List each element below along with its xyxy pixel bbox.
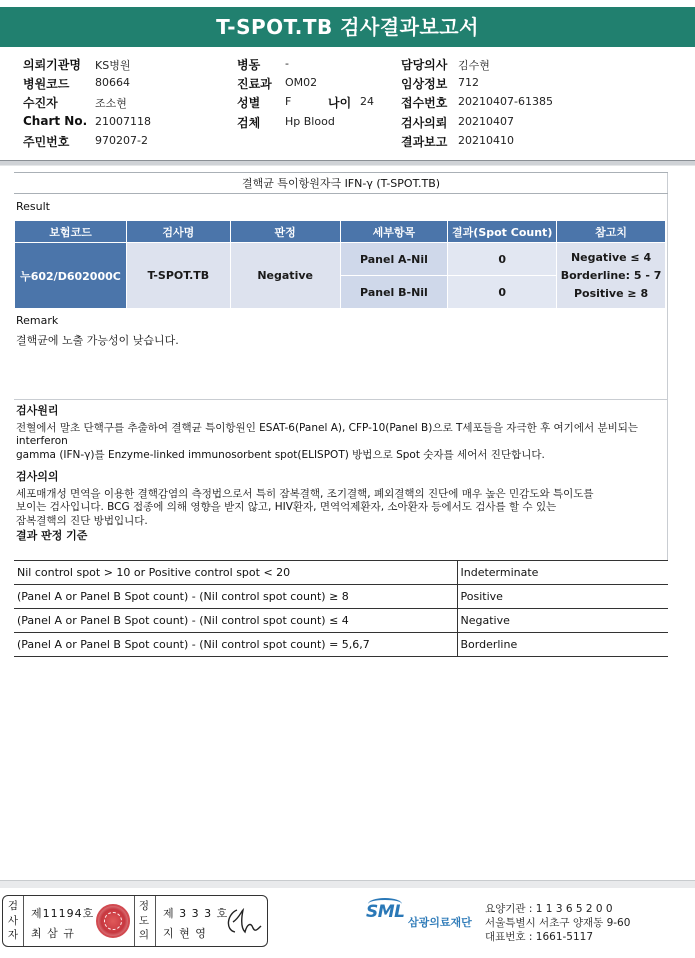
info-label: 임상정보: [401, 77, 448, 91]
vertical-char: 검: [7, 900, 19, 912]
info-value: 20210407-61385: [458, 95, 553, 108]
info-label: Chart No.: [23, 114, 88, 128]
vertical-char: 사: [7, 914, 19, 927]
criteria-result: Borderline: [457, 633, 668, 657]
insurance-code: 누602/D602000C: [15, 243, 127, 309]
confirmer-name: 지 현 영: [163, 927, 207, 940]
reference-line: Borderline: 5 - 7: [560, 268, 662, 282]
item-value: 0: [448, 243, 557, 276]
info-label: 성별: [237, 96, 261, 110]
inspector-vertical-label: [6, 899, 20, 943]
patient-info: [0, 56, 695, 152]
col-header: 결과(Spot Count): [448, 221, 557, 243]
info-value: 712: [458, 76, 479, 89]
info-label: 접수번호: [401, 96, 448, 110]
footer-divider: [0, 880, 695, 888]
info-value: 20210407: [458, 115, 514, 128]
info-label: 병원코드: [23, 77, 70, 91]
report-title: T-SPOT.TB 검사결과보고서: [0, 7, 695, 47]
info-label: 담당의사: [401, 58, 448, 72]
info-value: -: [285, 57, 289, 70]
org-line: 서울특별시 서초구 양재동 9-60: [485, 917, 631, 929]
info-label: 진료과: [237, 77, 272, 91]
test-subtitle: 결핵균 특이항원자극 IFN-γ (T-SPOT.TB): [14, 172, 668, 194]
remark-section: [14, 312, 668, 400]
org-line: 요양기관 : 1 1 3 6 5 2 0 0: [485, 903, 613, 915]
result-table: [14, 220, 666, 309]
remark-text: 결핵균에 노출 가능성이 낮습니다.: [16, 334, 179, 347]
criteria-condition: (Panel A or Panel B Spot count) - (Nil control spot count) ≥ 8: [14, 585, 457, 609]
handwritten-signature: [223, 904, 265, 938]
reference-line: Negative ≤ 4: [570, 250, 652, 264]
logo-mark: SML: [366, 902, 405, 922]
principle-line: 전혈에서 말초 단핵구를 추출하여 결핵균 특이항원인 ESAT-6(Panel A), CFP-10(Panel B)으로 T세포들을 자극한 후 여기에서 분비되는: [16, 421, 639, 434]
criteria-condition: (Panel A or Panel B Spot count) - (Nil control spot count) ≤ 4: [14, 609, 457, 633]
principle-line: gamma (IFN-γ)를 Enzyme-linked immunosorbent spot(ELISPOT) 방법으로 Spot 숫자를 세어서 진단합니다.: [16, 448, 545, 461]
seal-stamp: [96, 904, 130, 938]
significance-line: 잠복결핵의 진단 방법입니다.: [16, 514, 148, 527]
divider: [155, 896, 156, 946]
signature-box: [2, 895, 268, 947]
info-label: 의뢰기관명: [23, 58, 81, 72]
significance-line: 세포매개성 면역을 이용한 결핵감염의 측정법으로서 특히 잠복결핵, 조기결핵, 폐외결핵의 진단에 매우 높은 민감도와 특이도를: [16, 487, 594, 500]
criteria-result: Indeterminate: [457, 561, 668, 585]
info-label: 검체: [237, 116, 261, 130]
org-line: 대표번호 : 1661-5117: [485, 931, 594, 943]
remark-label: Remark: [16, 314, 59, 327]
col-header: 보험코드: [15, 221, 127, 243]
criteria-row: [14, 585, 668, 609]
sml-logo: [366, 902, 478, 940]
criteria-table: [14, 560, 668, 657]
col-header: 검사명: [126, 221, 230, 243]
criteria-label: 결과 판정 기준: [16, 529, 88, 543]
col-header: 판정: [230, 221, 340, 243]
principle-label: 검사원리: [16, 404, 59, 417]
info-value: Hp Blood: [285, 115, 335, 128]
info-value: 80664: [95, 76, 130, 89]
header-divider: [0, 160, 695, 166]
result-row: [15, 243, 666, 276]
info-value: 김수현: [458, 59, 490, 72]
age-label: 나이: [328, 96, 352, 110]
result-label: Result: [16, 200, 50, 213]
vertical-char: 정: [138, 900, 150, 912]
test-name: T-SPOT.TB: [126, 243, 230, 309]
info-label: 검사의뢰: [401, 116, 448, 130]
criteria-condition: (Panel A or Panel B Spot count) - (Nil control spot count) = 5,6,7: [14, 633, 457, 657]
significance-line: 보이는 검사입니다. BCG 접종에 의해 영향을 받지 않고, HIV환자, 면역억제환자, 소아환자 등에서도 검사를 할 수 있는: [16, 501, 557, 514]
info-value: OM02: [285, 76, 318, 89]
info-label: 병동: [237, 58, 261, 72]
age-value: 24: [360, 95, 374, 108]
info-label: 주민번호: [23, 135, 70, 149]
vertical-char: 의: [138, 929, 150, 941]
info-value: 21007118: [95, 115, 151, 128]
info-value: F: [285, 95, 292, 108]
reference-line: Positive ≥ 8: [573, 286, 649, 300]
org-info: [485, 902, 685, 944]
significance-label: 검사의의: [16, 470, 59, 483]
col-header: 참고치: [557, 221, 666, 243]
principle-section: [16, 404, 656, 462]
item-name: Panel B-Nil: [340, 276, 448, 309]
result-header-row: [15, 221, 666, 243]
inspector-license: 제11194호: [31, 907, 95, 920]
criteria-row: [14, 633, 668, 657]
criteria-row: [14, 561, 668, 585]
info-label: 수진자: [23, 96, 58, 110]
item-value: 0: [448, 276, 557, 309]
divider: [134, 896, 135, 946]
judgement: Negative: [230, 243, 340, 309]
info-value: 20210410: [458, 134, 514, 147]
item-name: Panel A-Nil: [340, 243, 448, 276]
info-label: 결과보고: [401, 135, 448, 149]
significance-section: [16, 470, 656, 543]
divider: [23, 896, 24, 946]
org-name: 삼광의료재단: [408, 916, 472, 929]
vertical-char: 도: [138, 914, 150, 927]
vertical-char: 자: [7, 929, 19, 941]
criteria-row: [14, 609, 668, 633]
principle-line: interferon: [16, 435, 68, 448]
criteria-result: Positive: [457, 585, 668, 609]
info-value: 970207-2: [95, 134, 148, 147]
col-header: 세부항목: [340, 221, 448, 243]
info-value: KS병원: [95, 59, 131, 72]
criteria-condition: Nil control spot > 10 or Positive control spot < 20: [14, 561, 457, 585]
info-value: 조소현: [95, 97, 127, 110]
inspector-name: 최 삼 규: [31, 927, 75, 940]
confirmer-license: 제 3 3 3 호: [163, 907, 229, 920]
confirmer-vertical-label: [137, 899, 151, 943]
reference-range: [557, 243, 666, 309]
criteria-result: Negative: [457, 609, 668, 633]
